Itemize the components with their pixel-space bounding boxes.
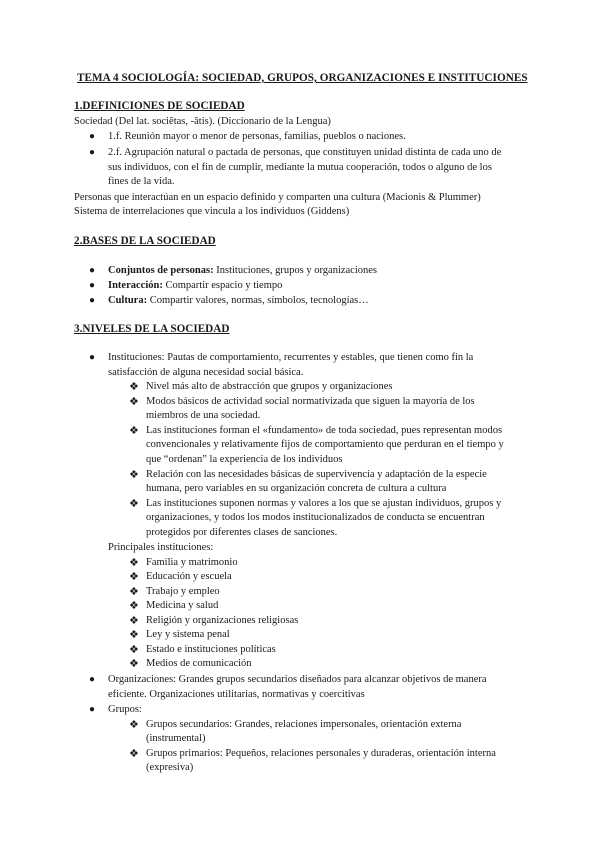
definition-2-line-1: 2.f. Agrupación natural o pactada de personas, que constituyen unidad distinta de cada uno de xyxy=(108,147,502,158)
diamond-bullet-icon: ❖ xyxy=(129,719,139,731)
institucion-estado: Estado e instituciones políticas xyxy=(146,644,276,655)
document-title: TEMA 4 SOCIOLOGÍA: SOCIEDAD, GRUPOS, ORGANIZACIONES E INSTITUCIONES xyxy=(77,72,528,84)
definition-giddens: Sistema de interrelaciones que vincula a los individuos (Giddens) xyxy=(74,206,350,217)
grupos-label: Grupos: xyxy=(108,704,142,715)
section-1-heading: 1.DEFINICIONES DE SOCIEDAD xyxy=(74,100,245,112)
base-term: Interacción: xyxy=(108,280,163,291)
bullet-icon: ● xyxy=(89,295,96,306)
institucion-point: Modos básicos de actividad social normativizada que siguen la mayoría de los xyxy=(146,396,475,407)
diamond-bullet-icon: ❖ xyxy=(129,748,139,760)
institucion-medicina: Medicina y salud xyxy=(146,600,219,611)
diamond-bullet-icon: ❖ xyxy=(129,571,139,583)
section-3-heading: 3.NIVELES DE LA SOCIEDAD xyxy=(74,323,230,335)
diamond-bullet-icon: ❖ xyxy=(129,425,139,437)
institucion-point: Relación con las necesidades básicas de supervivencia y adaptación de la especie xyxy=(146,469,487,480)
institucion-religion: Religión y organizaciones religiosas xyxy=(146,615,299,626)
bullet-icon: ● xyxy=(89,352,96,363)
institucion-point-cont: que “ordenan” la experiencia de los individuos xyxy=(146,454,343,465)
bullet-icon: ● xyxy=(89,280,96,291)
diamond-bullet-icon: ❖ xyxy=(129,396,139,408)
institucion-point: Las instituciones forman el «fundamento» de toda sociedad, pues representan modos xyxy=(146,425,503,436)
institucion-point: Las instituciones suponen normas y valores a los que se ajustan individuos, grupos y xyxy=(146,498,502,509)
institucion-point-cont: protegidos por diferentes clases de sanciones. xyxy=(146,527,338,538)
institucion-medios: Medios de comunicación xyxy=(146,658,252,669)
base-term: Cultura: xyxy=(108,295,148,306)
section-1-intro: Sociedad (Del lat. sociĕtas, -ātis). (Diccionario de la Lengua) xyxy=(74,116,331,127)
diamond-bullet-icon: ❖ xyxy=(129,586,139,598)
definition-macionis: Personas que interactúan en un espacio definido y comparten una cultura (Macionis & Plummer) xyxy=(74,192,481,203)
principales-instituciones-label: Principales instituciones: xyxy=(108,542,214,553)
base-item-cultura xyxy=(108,294,369,309)
bullet-icon: ● xyxy=(89,265,96,276)
section-2-heading: 2.BASES DE LA SOCIEDAD xyxy=(74,235,216,247)
institucion-educacion: Educación y escuela xyxy=(146,571,232,582)
diamond-bullet-icon: ❖ xyxy=(129,644,139,656)
institucion-ley: Ley y sistema penal xyxy=(146,629,230,640)
instituciones-line-2: satisfacción de alguna necesidad social básica. xyxy=(108,367,304,378)
base-text: Compartir espacio y tiempo xyxy=(162,280,283,291)
diamond-bullet-icon: ❖ xyxy=(129,469,139,481)
bullet-icon: ● xyxy=(89,674,96,685)
base-term: Conjuntos de personas: xyxy=(108,265,214,276)
base-text: Instituciones, grupos y organizaciones xyxy=(213,265,378,276)
grupos-secundarios-cont: (instrumental) xyxy=(146,733,206,744)
institucion-point: Nivel más alto de abstracción que grupos y organizaciones xyxy=(146,381,393,392)
institucion-point-cont: humana, pero variables en su organización concreta de cultura a cultura xyxy=(146,483,447,494)
institucion-point-cont: organizaciones, y todos los modos institucionalizados de conducta se encuentran xyxy=(146,512,485,523)
base-item-interaccion xyxy=(108,279,282,294)
diamond-bullet-icon: ❖ xyxy=(129,615,139,627)
definition-2-line-3: fines de la vida. xyxy=(108,176,175,187)
bullet-icon: ● xyxy=(89,131,96,142)
organizaciones-line-2: eficiente. Organizaciones utilitarias, normativas y coercitivas xyxy=(108,689,365,700)
institucion-trabajo: Trabajo y empleo xyxy=(146,586,220,597)
diamond-bullet-icon: ❖ xyxy=(129,498,139,510)
definition-2-line-2: sus individuos, con el fin de cumplir, mediante la mutua cooperación, todos o alguno de los xyxy=(108,162,492,173)
institucion-point-cont: convencionales y relativamente fijos de comportamiento que perduran en el tiempo y xyxy=(146,439,504,450)
instituciones-line-1: Instituciones: Pautas de comportamiento, recurrentes y estables, que tienen como fin la xyxy=(108,352,474,363)
diamond-bullet-icon: ❖ xyxy=(129,557,139,569)
diamond-bullet-icon: ❖ xyxy=(129,381,139,393)
grupos-secundarios: Grupos secundarios: Grandes, relaciones impersonales, orientación externa xyxy=(146,719,462,730)
institucion-point-cont: miembros de una sociedad. xyxy=(146,410,261,421)
diamond-bullet-icon: ❖ xyxy=(129,600,139,612)
institucion-familia: Familia y matrimonio xyxy=(146,557,238,568)
bullet-icon: ● xyxy=(89,147,96,158)
organizaciones-line-1: Organizaciones: Grandes grupos secundarios diseñados para alcanzar objetivos de manera xyxy=(108,674,487,685)
bullet-icon: ● xyxy=(89,704,96,715)
diamond-bullet-icon: ❖ xyxy=(129,629,139,641)
grupos-primarios-cont: (expresiva) xyxy=(146,762,194,773)
grupos-primarios: Grupos primarios: Pequeños, relaciones personales y duraderas, orientación interna xyxy=(146,748,496,759)
diamond-bullet-icon: ❖ xyxy=(129,658,139,670)
base-text: Compartir valores, normas, símbolos, tecnologías… xyxy=(147,295,369,306)
base-item-personas xyxy=(108,264,377,279)
definition-1: 1.f. Reunión mayor o menor de personas, familias, pueblos o naciones. xyxy=(108,131,406,142)
